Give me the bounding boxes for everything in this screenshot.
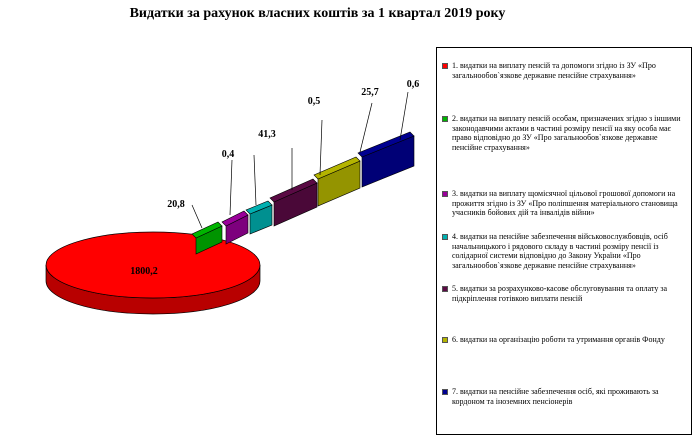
legend-label-1: 1. видатки на виплату пенсій та допомоги згідно із ЗУ «Про загальнообов`язкове державне пенсійне страхування» — [452, 61, 656, 80]
legend-label-7: 7. видатки на пенсійне забезпечення осіб, які проживають за кордоном та іноземних пенсіонерів — [452, 387, 659, 406]
pie-slice-7 — [358, 132, 414, 187]
legend-item-4 — [442, 232, 687, 270]
legend-label-2: 2. видатки на виплату пенсій особам, призначених згідно з іншими законодавчими актами в частині розміру пенсії на яку особа має право відповідно до ЗУ «Про загальнообов`язкове державне пенсійне страхування» — [452, 114, 681, 152]
legend-swatch-6 — [442, 337, 448, 343]
legend-swatch-3 — [442, 191, 448, 197]
legend-swatch-5 — [442, 286, 448, 292]
pie-slice-4 — [246, 201, 272, 234]
legend-swatch-4 — [442, 234, 448, 240]
legend-item-2 — [442, 114, 687, 152]
data-label-3: 0,4 — [221, 149, 235, 160]
legend-label-5: 5. видатки за розрахунково-касове обслуговування та оплату за підкріплення готівкою виплати пенсій — [452, 284, 668, 303]
legend-label-3: 3. видатки на виплату щомісячної цільової грошової допомоги на прожиття згідно із ЗУ «Про поліпшення матеріального становища учасників бойових дій та інвалідів війни» — [452, 189, 678, 217]
legend-item-7 — [442, 387, 687, 406]
pie-slice-5 — [270, 179, 317, 226]
leader-line-3 — [254, 155, 256, 205]
data-label-1: 1800,2 — [130, 266, 158, 277]
legend-swatch-1 — [442, 63, 448, 69]
legend-swatch-7 — [442, 389, 448, 395]
legend-item-5 — [442, 284, 687, 303]
leader-line-7 — [400, 92, 408, 140]
leader-line-6 — [360, 103, 372, 152]
legend-item-1 — [442, 61, 687, 80]
legend-item-3 — [442, 189, 687, 218]
leader-line-1 — [192, 205, 202, 228]
legend-label-4: 4. видатки на пенсійне забезпечення військовослужбовців, осіб начальницького і рядового складу в частині розміру пенсії із солідарної системи відповідно до Закону України «Про загальнообов`язкове державне пенсійне страхування» — [452, 232, 668, 270]
leader-line-5 — [320, 120, 322, 175]
data-label-2: 20,8 — [167, 199, 185, 210]
data-label-4: 41,3 — [258, 129, 276, 140]
legend-label-6: 6. видатки на організацію роботи та утримання органів Фонду — [452, 335, 665, 344]
data-label-7: 0,6 — [406, 79, 420, 90]
data-label-5: 0,5 — [307, 96, 321, 107]
legend-item-6 — [442, 335, 687, 345]
legend — [436, 47, 692, 435]
legend-swatch-2 — [442, 116, 448, 122]
leader-line-2 — [230, 160, 232, 215]
pie-slice-3 — [222, 211, 248, 244]
data-label-6: 25,7 — [361, 87, 379, 98]
pie-slice-6 — [314, 157, 360, 206]
chart-title: Видатки за рахунок власних коштів за 1 квартал 2019 року — [129, 6, 506, 21]
